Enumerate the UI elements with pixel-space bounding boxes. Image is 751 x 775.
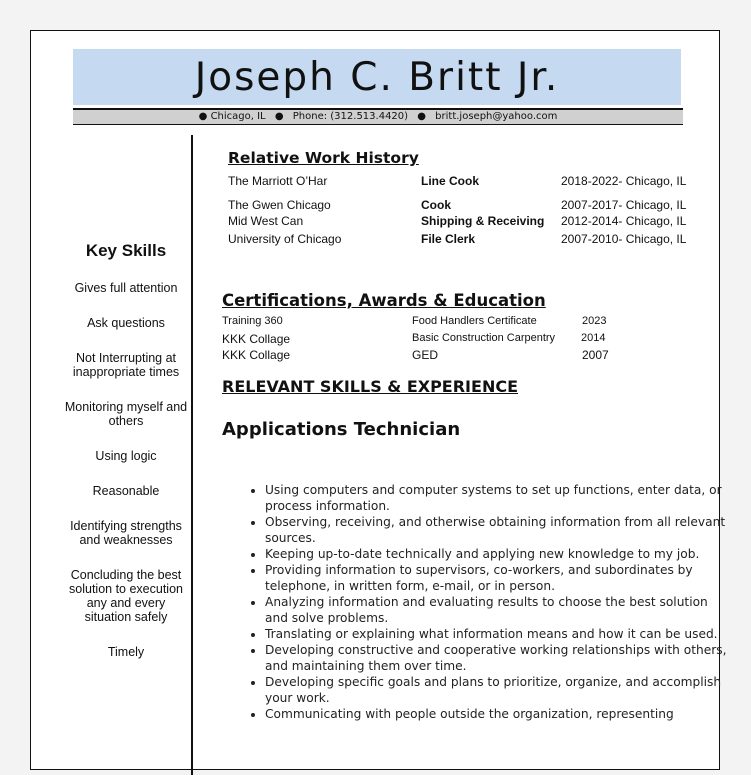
cert-org: KKK Collage [222,348,291,362]
work-row-employer: University of Chicago [228,232,342,246]
work-row-employer: Mid West Can [228,214,304,228]
bullet-icon: ● [198,111,208,122]
list-item: • Developing specific goals and plans to prioritize, organize, and accomplish your work. [265,674,731,706]
column-divider [191,135,193,775]
work-row-dates: 2012-2014- Chicago, IL [561,214,687,228]
work-row-role: Shipping & Receiving [421,214,545,228]
contact-phone: Phone: (312.513.4420) [292,111,409,122]
key-skill-item: Concluding the best solution to execution any and every situation safely [69,568,183,624]
list-item: • Keeping up-to-date technically and applying new knowledge to my job. [265,546,731,562]
key-skill-item: Using logic [95,449,157,463]
candidate-name: Joseph C. Britt Jr. [194,55,560,100]
bullet-icon: ● [274,111,284,122]
key-skill-item: Gives full attention [74,281,178,295]
cert-year: 2014 [581,332,606,344]
key-skill-item: Ask questions [87,316,165,330]
contact-bar [73,110,683,125]
experience-bullet-list [237,482,731,722]
list-item: • Communicating with people outside the organization, representing [265,706,731,722]
work-row-role: File Clerk [421,232,476,246]
list-item: • Observing, receiving, and otherwise obtaining information from all relevant sources. [265,514,731,546]
work-row-dates: 2018-2022- Chicago, IL [561,174,687,188]
key-skill-item: Monitoring myself and others [64,400,188,428]
list-item: • Using computers and computer systems to set up functions, enter data, or process information. [265,482,731,514]
bullet-icon: ● [417,111,426,122]
work-history-heading: Relative Work History [228,149,419,167]
work-row-dates: 2007-2017- Chicago, IL [561,198,687,212]
cert-title: GED [412,348,439,362]
key-skill-item: Timely [107,645,145,659]
work-row-role: Cook [421,198,451,212]
cert-org: KKK Collage [222,332,291,346]
cert-title: Basic Construction Carpentry [412,332,556,344]
work-row-role: Line Cook [421,174,480,188]
work-row-employer: The Gwen Chicago [228,198,331,212]
list-item: • Translating or explaining what information means and how it can be used. [265,626,731,642]
resume-page [30,30,727,770]
key-skills-sidebar [63,241,189,680]
cert-year: 2023 [582,315,607,327]
cert-org: Training 360 [222,315,283,327]
key-skill-item: Not Interrupting at inappropriate times [72,351,180,379]
relevant-skills-heading: RELEVANT SKILLS & EXPERIENCE [222,377,518,396]
cert-title: Food Handlers Certificate [412,315,537,327]
list-item: • Providing information to supervisors, co-workers, and subordinates by telephone, in written form, e-mail, or in person. [265,562,731,594]
work-row-employer: The Marriott O’Har [228,174,328,188]
key-skill-item: Identifying strengths and weaknesses [70,519,182,547]
list-item: • Developing constructive and cooperative working relationships with others, and maintaining them over time. [265,642,731,674]
name-banner [73,49,681,105]
contact-email[interactable]: britt.joseph@yahoo.com [435,111,558,122]
cert-year: 2007 [582,348,609,362]
certifications-heading: Certifications, Awards & Education [222,291,546,310]
list-item: • Analyzing information and evaluating results to choose the best solution and solve problems. [265,594,731,626]
key-skills-title: Key Skills [85,241,167,260]
key-skill-item: Reasonable [92,484,160,498]
job-title: Applications Technician [222,419,461,440]
contact-city: Chicago, IL [210,111,266,122]
work-row-dates: 2007-2010- Chicago, IL [561,232,687,246]
